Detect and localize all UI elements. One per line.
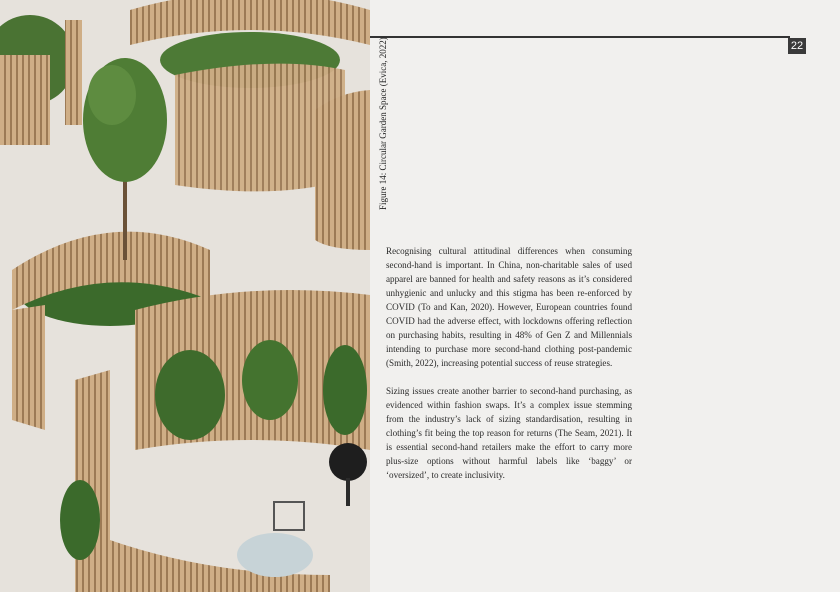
figure-caption: Figure 14: Circular Garden Space (Evica, 2022) [378,37,388,210]
figure-image [0,0,370,592]
header-rule [370,36,790,38]
paragraph-1: Recognising cultural attitudinal differences when consuming second-hand is important. In China, non-charitable sales of used apparel are banned for health and safety reasons as it’s considered unhygienic and unlucky and this stigma has been re-enforced by COVID (To and Kan, 2020). However, European countries found COVID had the adverse effect, with lockdowns offering reflection on purchasing habits, resulting in 48% of Gen Z and Millennials intending to purchase more second-hand clothing post-pandemic (Smith, 2022), increasing potential success of reuse strategies. [386,246,632,368]
garden-illustration [0,0,370,592]
paragraph-2: Sizing issues create another barrier to second-hand purchasing, as evidenced within fashion swaps. It’s a complex issue stemming from the industry’s lack of sizing standardisation, resulting in clothing’s fit being the top reason for returns (The Seam, 2021). It is essential second-hand retailers make the effort to carry more plus-size options without harmful labels like ‘baggy’ or ‘oversized’, to create inclusivity. [386,386,632,480]
body-text [386,244,632,496]
page-number: 22 [788,38,806,54]
